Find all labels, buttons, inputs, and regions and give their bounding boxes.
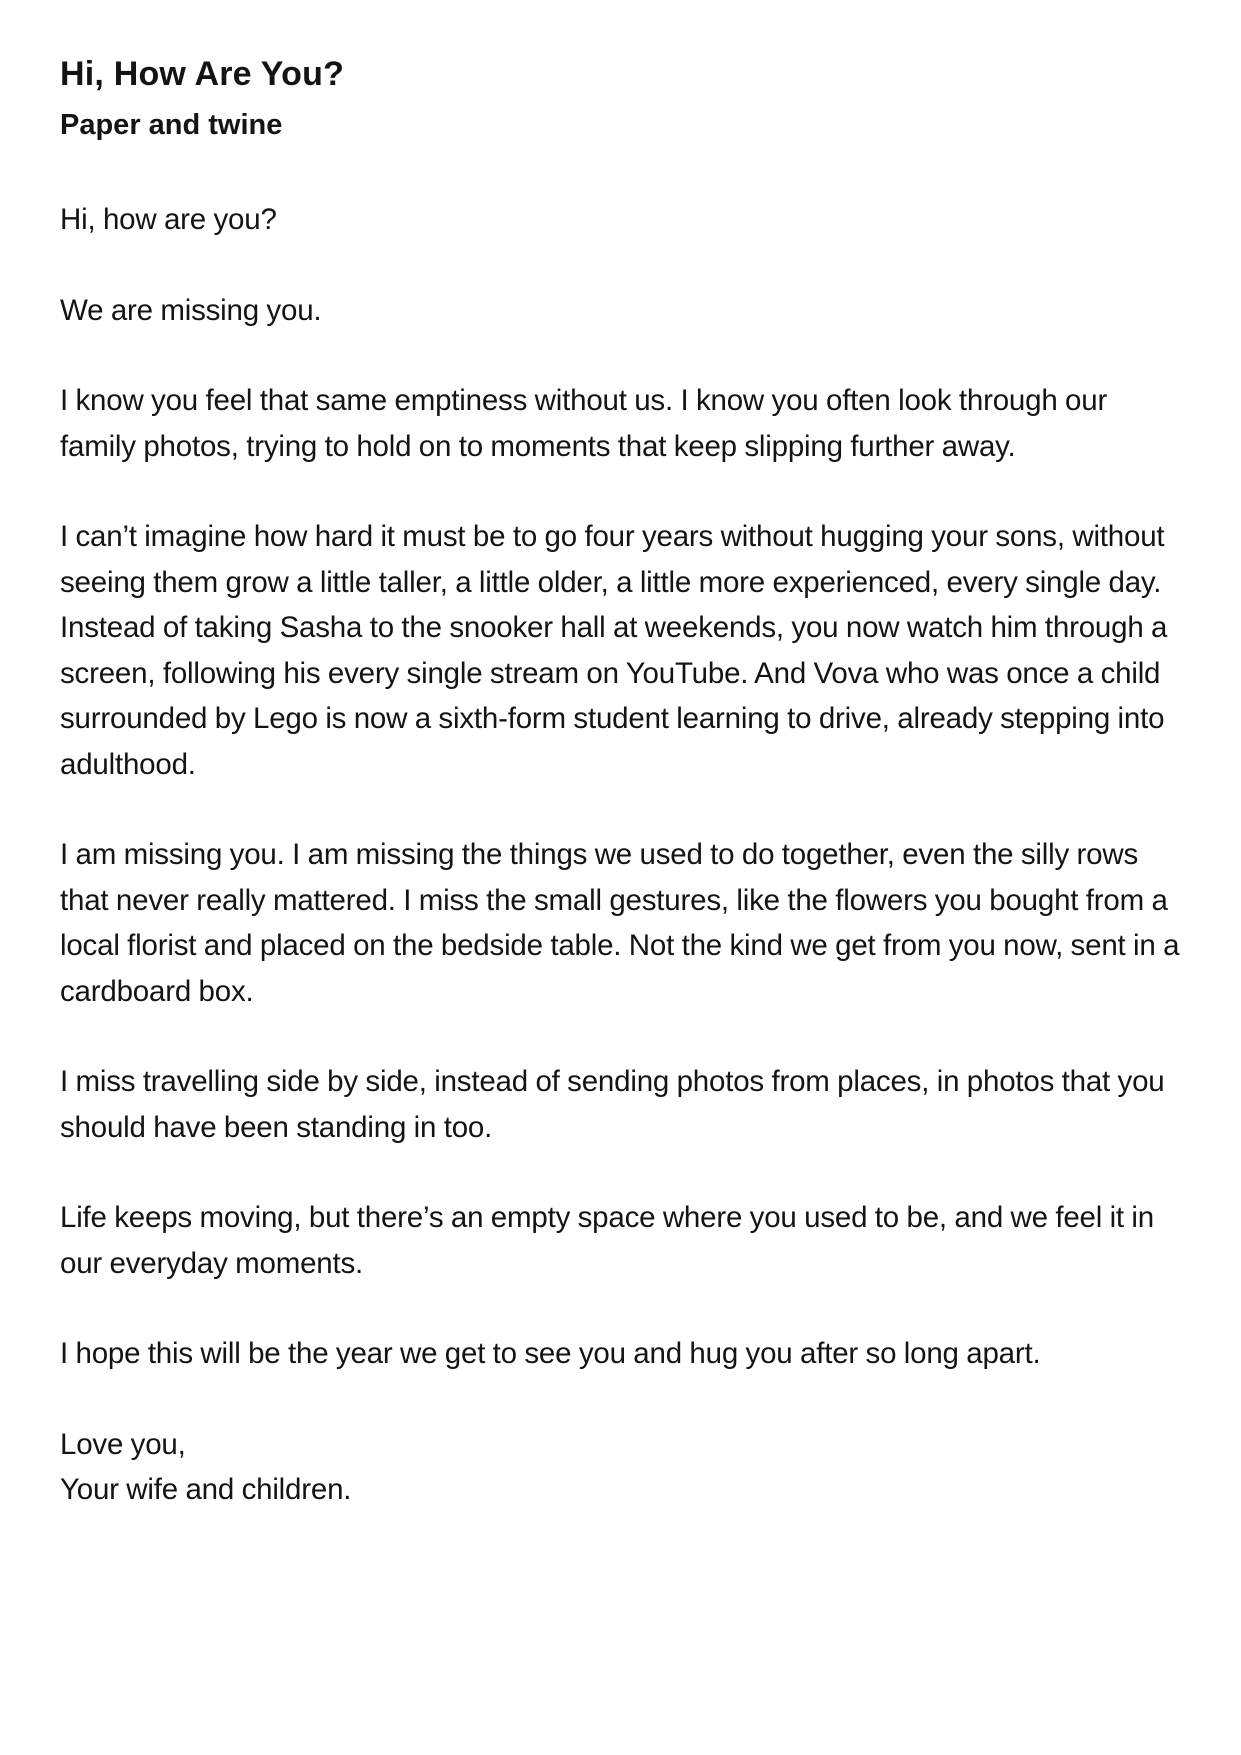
paragraph-missing-you: We are missing you. bbox=[60, 293, 322, 327]
document-title: Hi, How Are You? bbox=[60, 55, 345, 93]
paragraph-hope: I hope this will be the year we get to see you and hug you after so long apart. bbox=[60, 1337, 1041, 1370]
document-subtitle: Paper and twine bbox=[60, 109, 283, 141]
paragraph-travelling: I miss travelling side by side, instead of sending photos from places, in photos that you should have been standing in too. bbox=[60, 1065, 1165, 1144]
paragraph-emptiness: I know you feel that same emptiness without us. I know you often look through our family photos, trying to hold on to moments that keep slipping further away. bbox=[60, 384, 1108, 463]
paragraph-gestures: I am missing you. I am missing the things we used to do together, even the silly rows that never really mattered. I miss the small gestures, like the flowers you bought from a local florist and placed on the bedside table. Not the kind we get from you now, sent in a cardboard box. bbox=[60, 838, 1180, 1008]
letter-body bbox=[60, 197, 1190, 1513]
paragraph-greeting: Hi, how are you? bbox=[60, 203, 277, 236]
letter-signoff bbox=[60, 1422, 1190, 1513]
paragraph-life-moving: Life keeps moving, but there’s an empty space where you used to be, and we feel it in our everyday moments. bbox=[60, 1201, 1154, 1280]
signature-line: Your wife and children. bbox=[60, 1473, 352, 1506]
paragraph-sons: I can’t imagine how hard it must be to go four years without hugging your sons, without seeing them grow a little taller, a little older, a little more experienced, every single day. Instead of taking Sasha to the snooker hall at weekends, you now watch him through a screen, following his every single stream on YouTube. And Vova who was once a child surrounded by Lego is now a sixth-form student learning to drive, already stepping into adulthood. bbox=[60, 520, 1168, 781]
closing-line: Love you, bbox=[60, 1427, 186, 1461]
